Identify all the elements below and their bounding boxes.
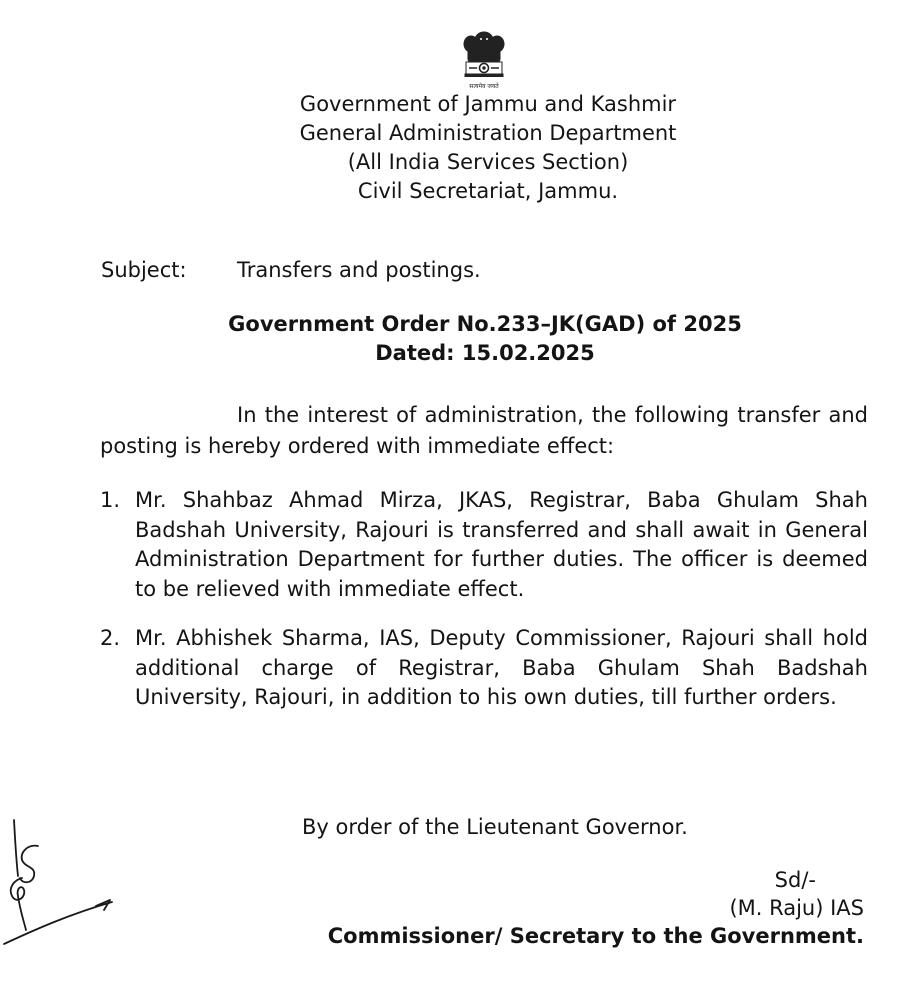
header-location: Civil Secretariat, Jammu.	[357, 179, 619, 203]
item-number: 1.	[100, 488, 121, 512]
item-text: Mr. Abhishek Sharma, IAS, Deputy Commissioner, Rajouri shall hold additional charge of Registrar, Baba Ghulam Shah Badshah University, Rajouri, in addition to his own duties, till further orders.	[135, 626, 868, 709]
signed-mark: Sd/-	[774, 868, 816, 892]
order-heading	[100, 310, 870, 368]
order-number: Government Order No.233–JK(GAD) of 2025	[228, 312, 742, 336]
order-items	[100, 486, 868, 733]
handwritten-signature-icon	[0, 818, 120, 958]
state-emblem-icon	[456, 30, 512, 94]
by-order-line: By order of the Lieutenant Governor.	[302, 815, 688, 839]
header-department: General Administration Department	[299, 121, 677, 145]
order-date: Dated: 15.02.2025	[375, 341, 595, 365]
intro-paragraph: In the interest of administration, the following transfer and posting is hereby ordered with immediate effect:	[100, 403, 868, 458]
subject-text: Transfers and postings.	[237, 258, 481, 282]
subject-line	[101, 256, 481, 284]
item-text: Mr. Shahbaz Ahmad Mirza, JKAS, Registrar, Baba Ghulam Shah Badshah University, Rajouri is transferred and shall await in General Administration Department for further duties. The officer is deemed to be relieved with immediate effect.	[135, 488, 868, 601]
signatory-designation: Commissioner/ Secretary to the Government.	[327, 924, 864, 948]
emblem-motto: सत्यमेव जयते	[469, 83, 499, 90]
signatory-name: (M. Raju) IAS	[729, 896, 864, 920]
header-government: Government of Jammu and Kashmir	[299, 92, 677, 116]
signature-block	[328, 866, 864, 950]
department-header	[200, 90, 776, 206]
item-number: 2.	[100, 626, 121, 650]
header-section: (All India Services Section)	[347, 150, 629, 174]
order-item	[100, 486, 868, 604]
subject-label: Subject:	[101, 258, 187, 282]
order-item	[100, 624, 868, 713]
